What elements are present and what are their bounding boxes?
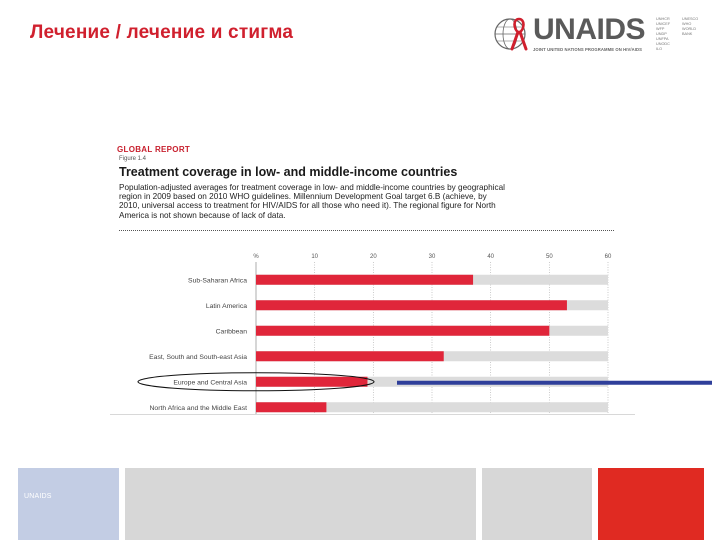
tick-label-20: 20 (369, 254, 377, 260)
logo-subtitle: JOINT UNITED NATIONS PROGRAMME ON HIV/AIDS (533, 47, 643, 52)
tick-label-30: 30 (428, 254, 436, 260)
cosponsor-b-2: WORLD BANK (682, 27, 697, 36)
bar-4 (256, 377, 367, 387)
category-label-0: Sub-Saharan Africa (188, 277, 247, 285)
cosponsor-b-0: UNESCO (682, 17, 699, 21)
category-label-3: East, South and South-east Asia (149, 353, 247, 361)
logo-un: UN (533, 13, 576, 46)
tick-label-10: 10 (311, 254, 319, 260)
cosponsor-b-1: WHO (682, 22, 692, 26)
tick-label-40: 40 (487, 254, 495, 260)
category-label-2: Caribbean (215, 328, 247, 336)
cosponsor-2: WFP (656, 27, 665, 31)
chart-title: Treatment coverage in low- and middle-income countries (119, 165, 458, 179)
tick-label-50: 50 (545, 254, 553, 260)
chart-subtitle: Population-adjusted averages for treatment coverage in low- and middle-income countries by geographical region in 2009 based on 2010 WHO guidelines. Millennium Development Goal target 6.B (achieve, by 2010, universal access to treatment for HIV/AIDS for all those who need it). The regional figure for North America is not shown because of lack of data. (119, 183, 505, 220)
slide-title: Лечение / лечение и стигма (30, 22, 294, 43)
cosponsor-4: UNFPA (656, 37, 669, 41)
bar-3 (256, 351, 444, 361)
cosponsor-5: UNODC (656, 42, 670, 46)
cosponsor-3: UNDP (656, 32, 667, 36)
figure-label: Figure 1.4 (119, 156, 147, 162)
category-label-5: North Africa and the Middle East (149, 404, 247, 412)
cosponsor-6: ILO (656, 47, 663, 51)
chart-bottom-divider (110, 414, 635, 415)
footer-block-grey-1 (125, 468, 476, 540)
bar-2 (256, 326, 549, 336)
bar-0 (256, 275, 473, 285)
bar-1 (256, 300, 567, 310)
footer-block-red (598, 468, 704, 540)
footer-block-blue (18, 468, 119, 540)
bar-5 (256, 402, 326, 412)
cosponsor-1: UNICEF (656, 22, 671, 26)
category-label-1: Latin America (205, 302, 247, 310)
axis-unit-label: % (253, 254, 259, 260)
category-label-4: Europe and Central Asia (173, 379, 247, 387)
footer-block-grey-2 (482, 468, 592, 540)
footer-text: UNAIDS (24, 493, 52, 500)
logo-aids: AIDS (575, 13, 646, 46)
tick-label-60: 60 (604, 254, 612, 260)
report-label: GLOBAL REPORT (117, 145, 191, 154)
cosponsor-0: UNHCR (656, 17, 670, 21)
